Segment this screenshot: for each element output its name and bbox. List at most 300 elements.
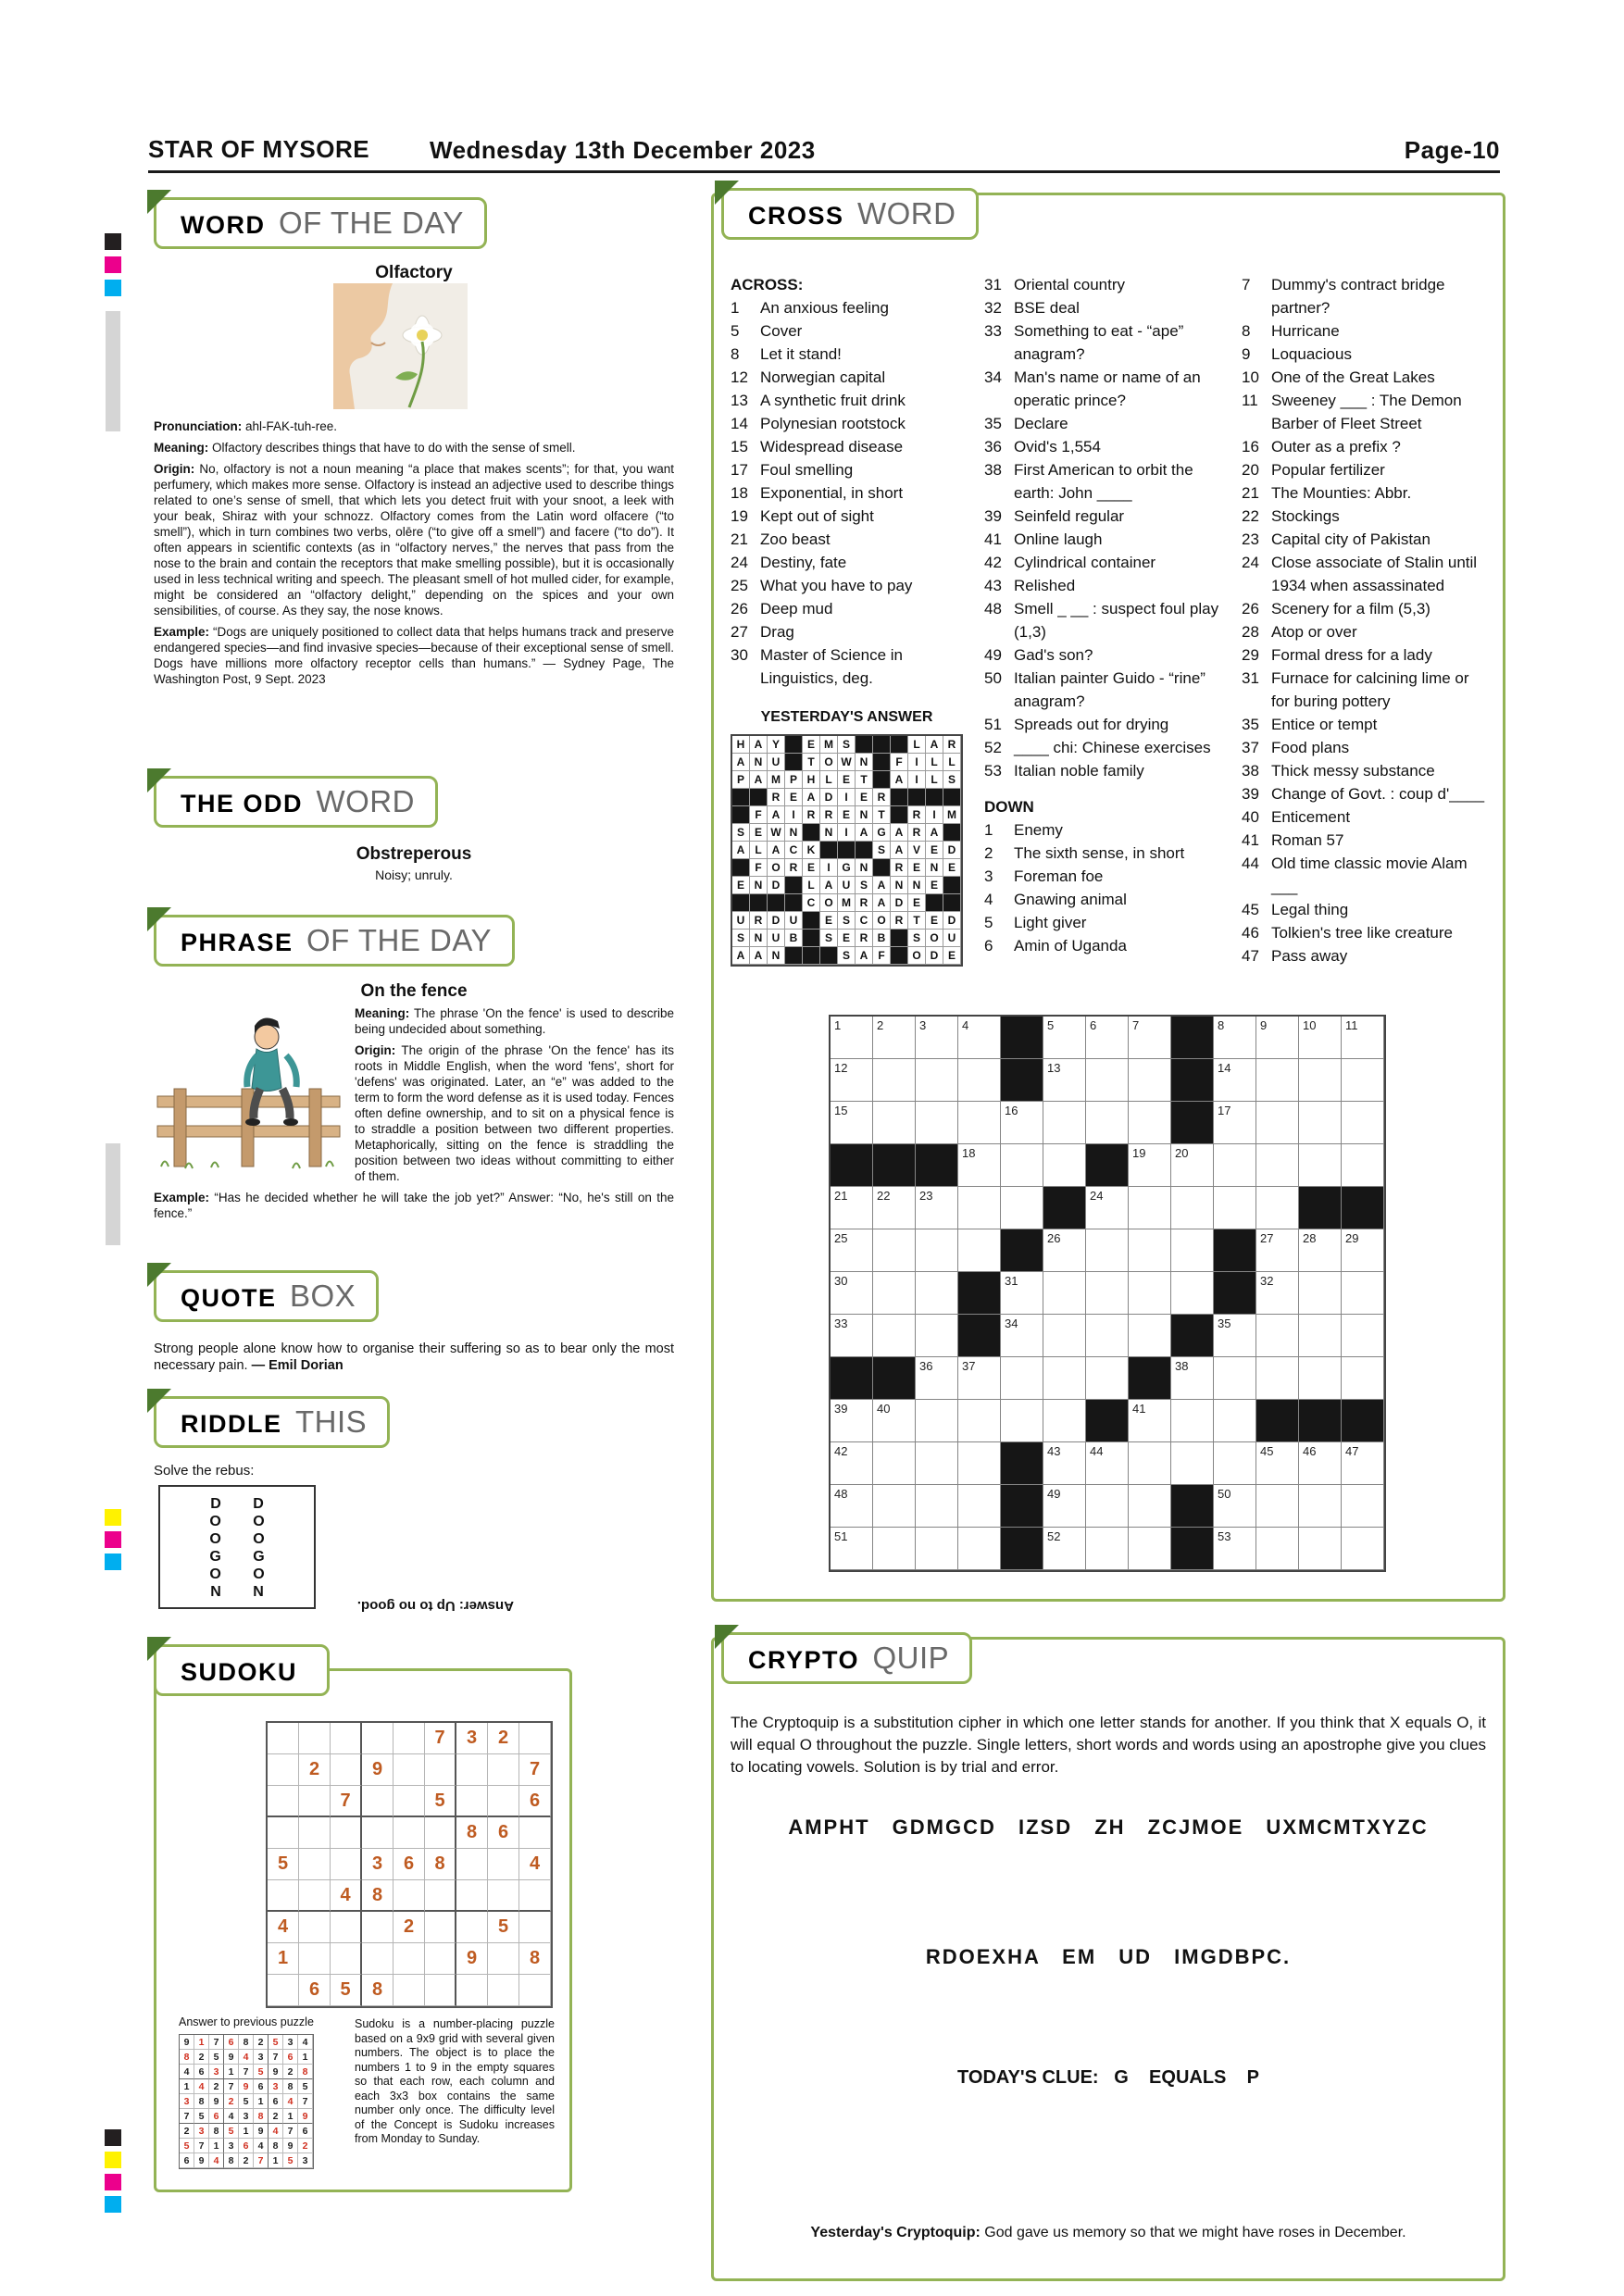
crossword-cell bbox=[1299, 1059, 1342, 1102]
cell-number: 18 bbox=[962, 1146, 976, 1160]
sudoku-answer-cell: 3 bbox=[254, 2050, 269, 2065]
sudoku-description: Sudoku is a number-placing puzzle based on a 9x9 grid with several given numbers. The object is to place the numbers 1 to 9 in the empty squares so that each row, each column and each 3x3 box contains the same number only once. The difficulty level of the Concept is Sudoku increases from Monday to Sunday. bbox=[355, 2017, 555, 2145]
yesterday-cell bbox=[873, 754, 891, 771]
sudoku-answer-cell: 5 bbox=[180, 2139, 194, 2153]
clue-item bbox=[984, 736, 1230, 759]
clue-item bbox=[1242, 643, 1488, 667]
clue-number: 39 bbox=[984, 507, 1002, 525]
sudoku-answer-cell: 7 bbox=[224, 2079, 239, 2094]
meaning-paragraph: Meaning: Olfactory describes things that have to do with the sense of smell. bbox=[154, 441, 576, 455]
crossword-cell bbox=[1342, 1059, 1384, 1102]
crossword-cell bbox=[1299, 1017, 1342, 1059]
sudoku-answer-cell: 2 bbox=[239, 2153, 254, 2168]
crossword-cell bbox=[958, 1485, 1001, 1528]
clue-number: 9 bbox=[1242, 345, 1251, 363]
clue-text: Change of Govt. : coup d'____ bbox=[1271, 785, 1485, 803]
yesterday-cell: A bbox=[926, 824, 943, 842]
sudoku-cell bbox=[456, 1880, 488, 1912]
yesterday-cell: E bbox=[943, 859, 961, 877]
clue-item bbox=[731, 643, 973, 690]
clue-item bbox=[984, 296, 1230, 319]
across-clues-2 bbox=[984, 273, 1230, 782]
sudoku-answer-cell: 4 bbox=[209, 2153, 224, 2168]
registration-mark bbox=[105, 233, 121, 250]
sudoku-cell bbox=[394, 1754, 425, 1786]
yesterday-cell bbox=[803, 947, 820, 965]
crossword-cell bbox=[1342, 1528, 1384, 1570]
clue-item bbox=[984, 551, 1230, 574]
crossword-cell bbox=[1342, 1229, 1384, 1272]
sudoku-cell bbox=[299, 1786, 331, 1817]
yesterday-cell: N bbox=[856, 806, 873, 824]
clue-item bbox=[1242, 319, 1488, 343]
yesterday-cell bbox=[785, 894, 803, 912]
yesterday-cell: R bbox=[908, 806, 926, 824]
crossword-cell bbox=[1086, 1272, 1129, 1315]
yesterday-cell bbox=[785, 947, 803, 965]
clue-item bbox=[984, 458, 1230, 505]
yesterday-cell: F bbox=[891, 754, 908, 771]
clue-text: Outer as a prefix ? bbox=[1271, 438, 1401, 455]
crossword-yesterday-grid bbox=[731, 734, 963, 967]
yesterday-cell: I bbox=[820, 859, 838, 877]
clue-number: 36 bbox=[984, 438, 1002, 455]
clue-number: 15 bbox=[731, 438, 748, 455]
clue-text: Foreman foe bbox=[1014, 867, 1104, 885]
middle-clues-column bbox=[984, 273, 1230, 957]
sudoku-cell: 2 bbox=[488, 1723, 519, 1754]
sudoku-cell bbox=[425, 1817, 456, 1849]
crossword-cell bbox=[916, 1315, 958, 1357]
yesterday-cell bbox=[785, 754, 803, 771]
clue-number: 30 bbox=[731, 646, 748, 664]
sudoku-answer-cell: 3 bbox=[209, 2065, 224, 2079]
sudoku-answer-cell: 5 bbox=[254, 2065, 269, 2079]
yesterday-cell bbox=[873, 771, 891, 789]
sudoku-cell bbox=[456, 1912, 488, 1943]
cell-number: 19 bbox=[1132, 1146, 1146, 1160]
quote-box-title bbox=[154, 1270, 379, 1322]
yesterday-cell: L bbox=[908, 736, 926, 754]
yesterday-cell: U bbox=[838, 877, 856, 894]
yesterday-cell bbox=[732, 806, 750, 824]
sudoku-answer-cell: 3 bbox=[298, 2153, 313, 2168]
sudoku-cell: 3 bbox=[456, 1723, 488, 1754]
clue-number: 23 bbox=[1242, 530, 1259, 548]
sudoku-answer-cell: 7 bbox=[254, 2153, 269, 2168]
clue-item bbox=[731, 620, 973, 643]
yesterday-cell: I bbox=[908, 754, 926, 771]
sudoku-answer-cell: 1 bbox=[283, 2109, 298, 2124]
quote-attribution: — Emil Dorian bbox=[251, 1358, 344, 1373]
sudoku-cell bbox=[394, 1817, 425, 1849]
yesterday-cell: S bbox=[732, 824, 750, 842]
yesterday-cell: A bbox=[803, 789, 820, 806]
crossword-cell bbox=[916, 1528, 958, 1570]
crossword-cell bbox=[831, 1315, 873, 1357]
crossword-cell bbox=[958, 1229, 1001, 1272]
crossword-cell bbox=[1256, 1102, 1299, 1144]
sudoku-answer-cell: 2 bbox=[283, 2065, 298, 2079]
crossword-cell bbox=[873, 1485, 916, 1528]
yesterday-cell bbox=[785, 736, 803, 754]
crossword-cell bbox=[1256, 1017, 1299, 1059]
clue-text: Italian painter Guido - “rine” anagram? bbox=[1014, 669, 1206, 710]
masthead: STAR OF MYSORE bbox=[148, 135, 370, 163]
cell-number: 27 bbox=[1260, 1231, 1274, 1245]
crossword-cell bbox=[1001, 1059, 1043, 1102]
registration-mark bbox=[105, 256, 121, 273]
crossword-cell bbox=[1129, 1442, 1171, 1485]
yesterday-cell: L bbox=[926, 754, 943, 771]
clue-number: 26 bbox=[731, 600, 748, 618]
yesterday-cell: O bbox=[820, 894, 838, 912]
sudoku-answer-cell: 5 bbox=[239, 2094, 254, 2109]
clue-number: 52 bbox=[984, 739, 1002, 756]
sudoku-answer-cell: 8 bbox=[239, 2035, 254, 2050]
sudoku-cell bbox=[362, 1723, 394, 1754]
sudoku-cell: 4 bbox=[519, 1849, 551, 1880]
yesterday-cell: P bbox=[732, 771, 750, 789]
clue-item bbox=[984, 911, 1230, 934]
clue-item bbox=[984, 435, 1230, 458]
clue-item bbox=[1242, 829, 1488, 852]
rebus-row: O O bbox=[209, 1514, 265, 1529]
cell-number: 39 bbox=[834, 1402, 848, 1416]
sudoku-answer-cell: 3 bbox=[269, 2079, 283, 2094]
yesterday-cell: S bbox=[838, 736, 856, 754]
yesterday-cell: I bbox=[908, 771, 926, 789]
cell-number: 25 bbox=[834, 1231, 848, 1245]
sudoku-cell: 5 bbox=[425, 1786, 456, 1817]
yesterday-cell: A bbox=[856, 947, 873, 965]
yesterday-cell: N bbox=[820, 824, 838, 842]
yesterday-cell: R bbox=[943, 736, 961, 754]
clue-text: Close associate of Stalin until 1934 when assassinated bbox=[1271, 554, 1478, 594]
clue-number: 38 bbox=[984, 461, 1002, 479]
yesterday-cell: A bbox=[926, 736, 943, 754]
yesterday-cell: E bbox=[926, 842, 943, 859]
yesterday-cell bbox=[803, 824, 820, 842]
clue-item bbox=[1242, 898, 1488, 921]
yesterday-cell: R bbox=[750, 912, 768, 930]
crossword-cell bbox=[1256, 1144, 1299, 1187]
crossword-cell bbox=[1043, 1442, 1086, 1485]
sudoku-cell bbox=[394, 1723, 425, 1754]
crossword-cell bbox=[831, 1485, 873, 1528]
crossword-cell bbox=[1086, 1102, 1129, 1144]
crossword-cell bbox=[1129, 1400, 1171, 1442]
crossword-cell bbox=[1001, 1485, 1043, 1528]
sudoku-cell: 8 bbox=[362, 1880, 394, 1912]
clue-text: Exponential, in short bbox=[760, 484, 904, 502]
sudoku-answer-cell: 6 bbox=[254, 2079, 269, 2094]
clue-item bbox=[984, 505, 1230, 528]
title-light: THIS bbox=[294, 1404, 368, 1439]
cell-number: 46 bbox=[1303, 1444, 1317, 1458]
corner-fold-icon bbox=[715, 1625, 739, 1649]
clue-item bbox=[731, 319, 973, 343]
crossword-cell bbox=[1256, 1442, 1299, 1485]
yesterday-cell: I bbox=[926, 806, 943, 824]
crossword-cell bbox=[1129, 1357, 1171, 1400]
crossword-cell bbox=[1256, 1229, 1299, 1272]
crossword-cell bbox=[916, 1400, 958, 1442]
yesterday-cell: L bbox=[926, 771, 943, 789]
riddle-this-title bbox=[154, 1396, 390, 1448]
crossword-cell bbox=[1256, 1187, 1299, 1229]
sudoku-answer-cell: 2 bbox=[224, 2094, 239, 2109]
sudoku-answer-cell: 4 bbox=[269, 2124, 283, 2139]
yesterday-cell bbox=[856, 842, 873, 859]
sudoku-cell bbox=[488, 1880, 519, 1912]
clue-text: Deep mud bbox=[760, 600, 833, 618]
clue-number: 43 bbox=[984, 577, 1002, 594]
clue-text: Dummy's contract bridge partner? bbox=[1271, 276, 1445, 317]
clue-item bbox=[984, 319, 1230, 366]
clue-text: Loquacious bbox=[1271, 345, 1352, 363]
clue-number: 29 bbox=[1242, 646, 1259, 664]
yesterday-cell: W bbox=[838, 754, 856, 771]
sudoku-cell: 6 bbox=[488, 1817, 519, 1849]
sudoku-answer-cell: 6 bbox=[239, 2139, 254, 2153]
cell-number: 37 bbox=[962, 1359, 976, 1373]
sudoku-answer-cell: 3 bbox=[283, 2035, 298, 2050]
crossword-cell bbox=[1214, 1528, 1256, 1570]
rebus-row: O O bbox=[209, 1566, 265, 1582]
yesterday-cell: R bbox=[856, 894, 873, 912]
yesterday-cell: E bbox=[838, 806, 856, 824]
cryptoquip-intro: The Cryptoquip is a substitution cipher in which one letter stands for another. If you think that X equals O, it will equal O throughout the puzzle. Single letters, short words and words using an apostrophe give you clues to locating vowels. Solution is by trial and error. bbox=[731, 1714, 1486, 1776]
crossword-cell bbox=[831, 1357, 873, 1400]
crossword-cell bbox=[1043, 1400, 1086, 1442]
sudoku-answer-cell: 3 bbox=[194, 2124, 209, 2139]
yesterday-cell: E bbox=[926, 912, 943, 930]
yesterday-cell: C bbox=[785, 842, 803, 859]
clue-number: 38 bbox=[1242, 762, 1259, 780]
sudoku-answer-cell: 7 bbox=[269, 2050, 283, 2065]
cell-number: 15 bbox=[834, 1104, 848, 1117]
yesterday-cell: E bbox=[926, 877, 943, 894]
sudoku-cell bbox=[362, 1943, 394, 1975]
yesterday-cell: E bbox=[750, 824, 768, 842]
cell-number: 26 bbox=[1047, 1231, 1061, 1245]
clue-number: 4 bbox=[984, 891, 993, 908]
yesterday-cell bbox=[750, 894, 768, 912]
sudoku-cell bbox=[456, 1786, 488, 1817]
yesterday-cell: D bbox=[926, 947, 943, 965]
sudoku-answer-cell: 5 bbox=[209, 2050, 224, 2065]
cryptoquip-yesterday bbox=[714, 2225, 1503, 2241]
clue-number: 8 bbox=[1242, 322, 1251, 340]
crossword-cell bbox=[1214, 1229, 1256, 1272]
crossword-cell bbox=[1342, 1400, 1384, 1442]
registration-mark bbox=[105, 1509, 121, 1526]
clue-number: 31 bbox=[984, 276, 1002, 293]
sudoku-answer-cell: 9 bbox=[298, 2109, 313, 2124]
sudoku-title bbox=[154, 1644, 330, 1696]
crossword-cell bbox=[1001, 1272, 1043, 1315]
cell-number: 49 bbox=[1047, 1487, 1061, 1501]
olfactory-photo bbox=[333, 283, 468, 409]
clue-number: 41 bbox=[1242, 831, 1259, 849]
crossword-cell bbox=[1001, 1229, 1043, 1272]
crossword-cell bbox=[1171, 1357, 1214, 1400]
crossword-cell bbox=[1129, 1272, 1171, 1315]
sudoku-cell bbox=[331, 1943, 362, 1975]
yesterday-cell: A bbox=[732, 947, 750, 965]
sudoku-cell bbox=[331, 1849, 362, 1880]
phrase-meaning: Meaning: The phrase 'On the fence' is used to describe being undecided about something. bbox=[355, 1006, 674, 1036]
crossword-section bbox=[711, 193, 1505, 1602]
clue-text: Roman 57 bbox=[1271, 831, 1344, 849]
sudoku-cell bbox=[425, 1912, 456, 1943]
yesterday-cell: W bbox=[768, 824, 785, 842]
cell-number: 3 bbox=[919, 1018, 927, 1032]
sudoku-answer-cell: 8 bbox=[298, 2065, 313, 2079]
yesterday-cell: A bbox=[768, 806, 785, 824]
clue-number: 24 bbox=[731, 554, 748, 571]
sudoku-answer-cell: 5 bbox=[224, 2124, 239, 2139]
yesterday-cell: K bbox=[803, 842, 820, 859]
sudoku-grid bbox=[266, 1721, 553, 2008]
sudoku-answer-cell: 6 bbox=[194, 2065, 209, 2079]
yesterday-cell bbox=[891, 789, 908, 806]
crossword-cell bbox=[873, 1144, 916, 1187]
yesterday-cell: I bbox=[838, 824, 856, 842]
clue-item bbox=[984, 574, 1230, 597]
clue-item bbox=[984, 818, 1230, 842]
yesterday-cell bbox=[856, 736, 873, 754]
yesterday-cell: E bbox=[785, 789, 803, 806]
cell-number: 10 bbox=[1303, 1018, 1317, 1032]
yesterday-cell: C bbox=[803, 894, 820, 912]
clue-number: 19 bbox=[731, 507, 748, 525]
clue-item bbox=[984, 366, 1230, 412]
sudoku-answer-cell: 9 bbox=[224, 2050, 239, 2065]
crossword-cell bbox=[1001, 1442, 1043, 1485]
crossword-cell bbox=[1171, 1017, 1214, 1059]
sudoku-cell bbox=[299, 1723, 331, 1754]
clue-number: 11 bbox=[1242, 392, 1258, 409]
clue-item bbox=[1242, 759, 1488, 782]
sudoku-cell bbox=[394, 1943, 425, 1975]
yesterday-cell: L bbox=[943, 754, 961, 771]
registration-bar bbox=[106, 1143, 120, 1245]
clue-number: 1 bbox=[984, 821, 993, 839]
cell-number: 9 bbox=[1260, 1018, 1268, 1032]
yesterday-answer-label: YESTERDAY'S ANSWER bbox=[760, 709, 933, 725]
cell-number: 4 bbox=[962, 1018, 969, 1032]
crossword-cell bbox=[831, 1059, 873, 1102]
clue-item bbox=[731, 366, 973, 389]
clue-number: 3 bbox=[984, 867, 993, 885]
sudoku-cell: 6 bbox=[519, 1786, 551, 1817]
cell-number: 2 bbox=[877, 1018, 884, 1032]
crossword-cell bbox=[1001, 1528, 1043, 1570]
crossword-cell bbox=[916, 1144, 958, 1187]
yesterday-cell: O bbox=[908, 947, 926, 965]
clue-item bbox=[731, 551, 973, 574]
crossword-cell bbox=[1299, 1357, 1342, 1400]
crossword-cell bbox=[1043, 1272, 1086, 1315]
sudoku-answer-cell: 4 bbox=[254, 2139, 269, 2153]
yesterday-cell: N bbox=[908, 877, 926, 894]
sudoku-answer-cell: 6 bbox=[269, 2094, 283, 2109]
clue-item bbox=[1242, 667, 1488, 713]
yesterday-cell: A bbox=[750, 771, 768, 789]
crossword-cell bbox=[958, 1272, 1001, 1315]
clue-number: 27 bbox=[731, 623, 748, 641]
clue-number: 35 bbox=[984, 415, 1002, 432]
cell-number: 14 bbox=[1218, 1061, 1231, 1075]
example-paragraph: Example: “Dogs are uniquely positioned to collect data that helps humans track and preserve endangered species—and find invasive species—because of their exceptional sense of smell. Dogs have millions more olfactory receptor cells than humans.” — Sydney Page, The Washington Post, 9 Sept. 2023 bbox=[154, 625, 674, 686]
cell-number: 36 bbox=[919, 1359, 933, 1373]
sudoku-answer-cell: 8 bbox=[224, 2153, 239, 2168]
yesterday-cell bbox=[873, 859, 891, 877]
yesterday-cell bbox=[943, 789, 961, 806]
yesterday-cell: U bbox=[768, 754, 785, 771]
crossword-cell bbox=[1171, 1528, 1214, 1570]
clue-item bbox=[1242, 921, 1488, 944]
crossword-cell bbox=[1299, 1229, 1342, 1272]
rebus-row: G G bbox=[209, 1549, 265, 1565]
clue-text: Ovid's 1,554 bbox=[1014, 438, 1101, 455]
crossword-cell bbox=[831, 1229, 873, 1272]
crossword-cell bbox=[873, 1400, 916, 1442]
sudoku-cell bbox=[488, 1943, 519, 1975]
sudoku-cell bbox=[519, 1817, 551, 1849]
yesterday-cell bbox=[803, 912, 820, 930]
sudoku-answer-cell: 6 bbox=[298, 2124, 313, 2139]
clue-number: 28 bbox=[1242, 623, 1259, 641]
sudoku-cell: 9 bbox=[456, 1943, 488, 1975]
cell-number: 33 bbox=[834, 1316, 848, 1330]
clue-text: Destiny, fate bbox=[760, 554, 847, 571]
yesterday-cell bbox=[838, 842, 856, 859]
clue-item bbox=[984, 273, 1230, 296]
crossword-cell bbox=[1086, 1059, 1129, 1102]
clue-number: 1 bbox=[731, 299, 740, 317]
cell-number: 51 bbox=[834, 1529, 848, 1543]
clue-text: Oriental country bbox=[1014, 276, 1125, 293]
cell-number: 17 bbox=[1218, 1104, 1231, 1117]
phrase-name: On the fence bbox=[360, 981, 468, 1001]
yesterday-cell bbox=[891, 736, 908, 754]
clue-item bbox=[1242, 852, 1488, 898]
yesterday-cell: R bbox=[856, 930, 873, 947]
crossword-cell bbox=[958, 1102, 1001, 1144]
yesterday-cell: T bbox=[856, 771, 873, 789]
clue-number: 7 bbox=[1242, 276, 1251, 293]
yesterday-cell: D bbox=[943, 912, 961, 930]
sudoku-answer-cell: 1 bbox=[298, 2050, 313, 2065]
crossword-cell bbox=[831, 1272, 873, 1315]
crossword-cell bbox=[958, 1144, 1001, 1187]
sudoku-answer-cell: 4 bbox=[298, 2035, 313, 2050]
yesterday-cell: E bbox=[732, 877, 750, 894]
clue-item bbox=[731, 389, 973, 412]
yesterday-cell: A bbox=[891, 771, 908, 789]
cell-number: 41 bbox=[1132, 1402, 1146, 1416]
clue-number: 25 bbox=[731, 577, 748, 594]
word-of-the-day-title bbox=[154, 197, 487, 249]
quote-text: Strong people alone know how to organise their suffering so as to bear only the most necessary pain. — Emil Dorian bbox=[154, 1341, 674, 1373]
yesterday-cell: N bbox=[768, 947, 785, 965]
sudoku-answer-cell: 1 bbox=[180, 2079, 194, 2094]
crossword-cell bbox=[958, 1059, 1001, 1102]
title-strong: RIDDLE bbox=[181, 1410, 282, 1438]
